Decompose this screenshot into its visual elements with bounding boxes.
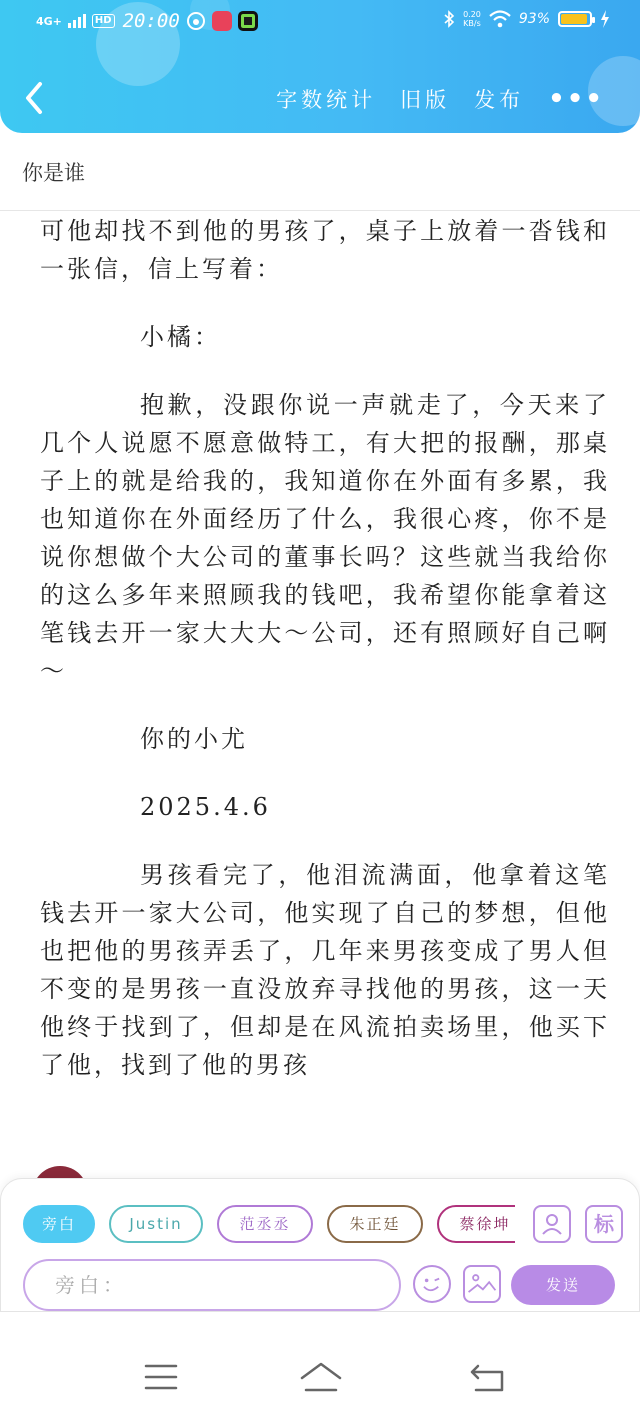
letter-signature: 你的小尤: [140, 725, 248, 753]
wifi-icon: [489, 10, 511, 28]
role-chip-justin[interactable]: Justin: [109, 1205, 203, 1243]
system-nav-bar: [0, 1312, 640, 1422]
home-icon[interactable]: [296, 1352, 346, 1402]
battery-icon: [558, 11, 592, 27]
role-chip-zhu-zhengting[interactable]: 朱正廷: [327, 1205, 423, 1243]
letter-date: 2025.4.6: [140, 793, 271, 821]
image-icon[interactable]: [463, 1265, 501, 1303]
clock: 20:00: [122, 10, 180, 32]
chapter-title-field[interactable]: [0, 133, 640, 211]
role-chip-narrator[interactable]: 旁白: [23, 1205, 95, 1243]
weibo-icon: [186, 11, 206, 31]
chevron-left-icon[interactable]: [20, 78, 50, 118]
letter-body: 抱歉，没跟你说一声就走了，今天来了几个人说愿不愿意做特工，有大把的报酬，那桌子上的就是给我的，我知道你在外面有多累，我也知道你在外面经历了什么，我很心疼，你不是说你想做个大公司的董事长吗？这些就当我给你的这么多年来照顾我的钱吧，我希望你能拿着这笔钱去开一家大大大～公司，还有照顾好自己啊～: [40, 391, 610, 685]
hd-badge: HD: [92, 14, 115, 28]
more-menu-icon[interactable]: •••: [548, 84, 604, 114]
battery-percent: 93%: [518, 11, 550, 27]
network-speed: 0.20 KB/s: [463, 10, 481, 28]
network-type: 4G+: [36, 14, 62, 28]
role-chip-fan-chengcheng[interactable]: 范丞丞: [217, 1205, 313, 1243]
dialogue-composer: [0, 1178, 640, 1312]
word-count-button[interactable]: 字数统计: [276, 88, 377, 112]
top-app-bar: [0, 0, 640, 133]
menu-icon[interactable]: [136, 1352, 186, 1402]
letter-salutation: 小橘：: [140, 323, 221, 351]
signal-icon: [68, 14, 86, 28]
chapter-title[interactable]: 你是谁: [22, 161, 85, 185]
dialogue-input[interactable]: 旁白：: [23, 1259, 401, 1311]
publish-button[interactable]: 发布: [474, 88, 525, 112]
person-card-icon[interactable]: [533, 1205, 571, 1243]
wechat-icon: [238, 11, 258, 31]
tag-icon[interactable]: 标: [585, 1205, 623, 1243]
old-version-button[interactable]: 旧版: [400, 88, 451, 112]
charging-icon: [600, 10, 610, 28]
role-chip-cai-xukun[interactable]: 蔡徐坤: [437, 1205, 515, 1243]
send-button[interactable]: 发送: [511, 1265, 615, 1305]
story-paragraph: 可他却找不到他的男孩了，桌子上放着一沓钱和一张信，信上写着：: [40, 217, 610, 283]
role-selector: [23, 1205, 515, 1245]
status-bar: [0, 0, 640, 48]
emoji-icon[interactable]: [413, 1265, 451, 1303]
back-icon[interactable]: [462, 1352, 512, 1402]
story-paragraph: 男孩看完了，他泪流满面，他拿着这笔钱去开一家大公司，他实现了自己的梦想，但他也把他的男孩弄丢了，几年来男孩变成了男人但不变的是男孩一直没放弃寻找他的男孩，这一天他终于找到了，但却是在风流拍卖场里，他买下了他，找到了他的男孩: [40, 861, 610, 1079]
battery-fill: [561, 14, 587, 24]
story-editor[interactable]: [40, 212, 610, 1114]
bluetooth-icon: [443, 10, 455, 28]
app-heart-icon: [212, 11, 232, 31]
